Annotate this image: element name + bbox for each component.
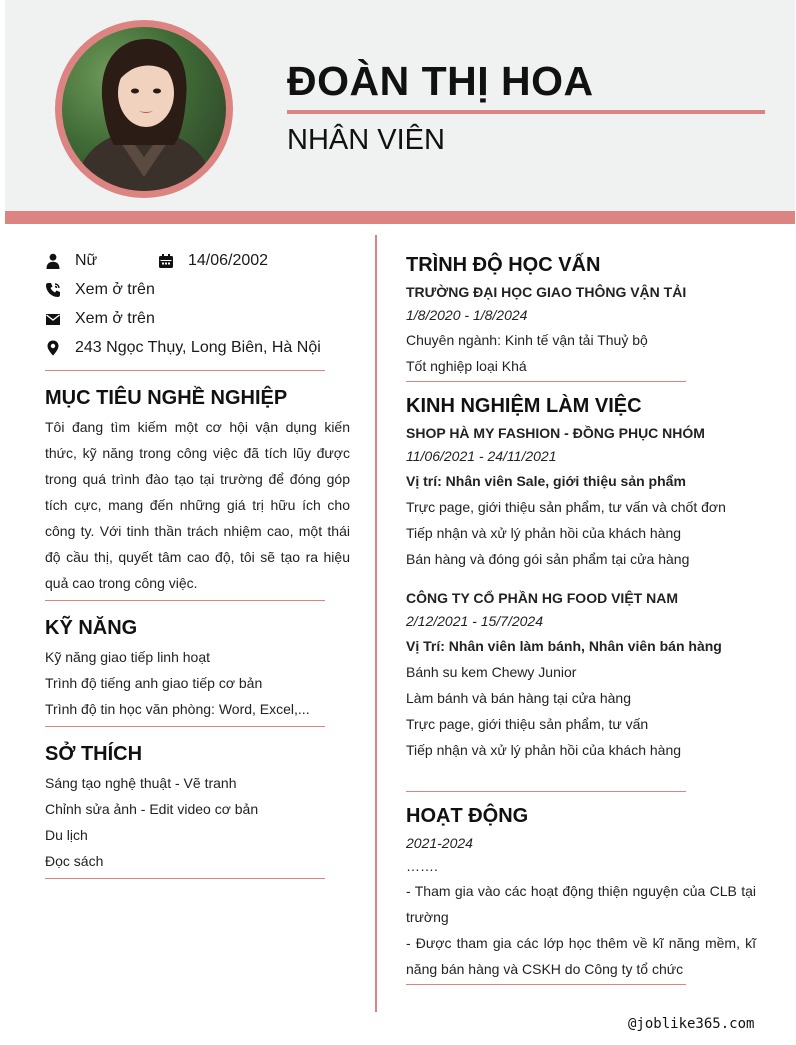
education-heading: TRÌNH ĐỘ HỌC VẤN <box>406 254 601 276</box>
divider <box>45 370 325 371</box>
hobby-item: Sáng tạo nghệ thuật - Vẽ tranh <box>45 775 237 791</box>
location-icon <box>45 340 61 356</box>
job-duty: Trực page, giới thiệu sản phẩm, tư vấn và chốt đơn <box>406 499 726 515</box>
job-title: NHÂN VIÊN <box>287 124 445 156</box>
activities-ellipsis: ……. <box>406 858 438 874</box>
job-period: 2/12/2021 - 15/7/2024 <box>406 613 544 629</box>
objective-text: Tôi đang tìm kiếm một cơ hội vận dụng kiến thức, kỹ năng trong công việc đã tích lũy được trong quá trình đào tạo tại trường để đóng góp tích cực, mang đến những giá trị hữu ích cho công ty. Với tinh thần trách nhiệm cao, một thái độ cầu thị, quyết tâm cao độ, tôi sẽ tạo ra hiệu quả cao trong công việc. <box>45 419 350 591</box>
column-divider <box>375 235 377 1012</box>
skill-item: Trình độ tiếng anh giao tiếp cơ bản <box>45 675 263 691</box>
divider <box>45 878 325 879</box>
job-company: CÔNG TY CỔ PHẦN HG FOOD VIỆT NAM <box>406 590 678 606</box>
activities-period: 2021-2024 <box>406 835 473 851</box>
divider <box>406 984 686 985</box>
gender-row <box>45 250 97 272</box>
phone-value: Xem ở trên <box>75 281 155 298</box>
profile-photo <box>62 27 226 191</box>
job-duty: Làm bánh và bán hàng tại cửa hàng <box>406 690 631 706</box>
education-grade: Tốt nghiệp loại Khá <box>406 358 527 374</box>
activity-item: - Được tham gia các lớp học thêm về kĩ năng mềm, kĩ năng bán hàng và CSKH do Công ty tổ chức <box>406 935 756 977</box>
skill-item: Kỹ năng giao tiếp linh hoạt <box>45 649 211 665</box>
job-duty: Bán hàng và đóng gói sản phẩm tại cửa hàng <box>406 551 690 567</box>
divider <box>45 726 325 727</box>
email-icon <box>45 311 61 327</box>
objective-heading: MỤC TIÊU NGHỀ NGHIỆP <box>45 387 288 409</box>
address-value: 243 Ngọc Thụy, Long Biên, Hà Nội <box>75 339 321 356</box>
avatar <box>55 20 233 198</box>
phone-icon <box>45 282 61 298</box>
skills-heading: KỸ NĂNG <box>45 617 138 639</box>
dob-value: 14/06/2002 <box>188 252 269 269</box>
skill-item: Trình độ tin học văn phòng: Word, Excel,... <box>45 701 310 717</box>
activities-heading: HOẠT ĐỘNG <box>406 805 529 827</box>
email-value: Xem ở trên <box>75 310 155 327</box>
calendar-icon <box>158 253 174 269</box>
dob-row <box>158 250 268 272</box>
job-duty: Tiếp nhận và xử lý phản hồi của khách hàng <box>406 742 682 758</box>
phone-row <box>45 279 155 301</box>
hobby-item: Đọc sách <box>45 853 104 869</box>
profile-photo-illustration <box>62 27 226 191</box>
job-position: Vị trí: Nhân viên Sale, giới thiệu sản phẩm <box>406 473 686 489</box>
hobby-item: Du lịch <box>45 827 88 843</box>
header-accent-bar <box>5 211 795 224</box>
school-name: TRƯỜNG ĐẠI HỌC GIAO THÔNG VẬN TẢI <box>406 284 687 300</box>
divider <box>406 791 686 792</box>
education-period: 1/8/2020 - 1/8/2024 <box>406 307 528 323</box>
hobbies-heading: SỞ THÍCH <box>45 743 143 765</box>
job-position: Vị Trí: Nhân viên làm bánh, Nhân viên bán hàng <box>406 638 722 654</box>
user-icon <box>45 253 61 269</box>
footer-watermark: @joblike365.com <box>628 1016 755 1032</box>
divider <box>45 600 325 601</box>
name-underline <box>287 110 765 114</box>
job-duty: Tiếp nhận và xử lý phản hồi của khách hàng <box>406 525 682 541</box>
hobby-item: Chỉnh sửa ảnh - Edit video cơ bản <box>45 801 259 817</box>
education-major: Chuyên ngành: Kinh tế vận tải Thuỷ bộ <box>406 332 648 348</box>
job-duty: Trực page, giới thiệu sản phẩm, tư vấn <box>406 716 649 732</box>
job-company: SHOP HÀ MY FASHION - ĐỒNG PHỤC NHÓM <box>406 425 705 441</box>
activity-item: - Tham gia vào các hoạt động thiện nguyện của CLB tại trường <box>406 883 756 925</box>
email-row <box>45 308 155 330</box>
job-period: 11/06/2021 - 24/11/2021 <box>406 448 557 464</box>
experience-heading: KINH NGHIỆM LÀM VIỆC <box>406 395 642 417</box>
address-row <box>45 337 321 359</box>
candidate-name: ĐOÀN THỊ HOA <box>287 58 594 104</box>
gender-value: Nữ <box>75 252 98 269</box>
divider <box>406 381 686 382</box>
job-duty: Bánh su kem Chewy Junior <box>406 664 577 680</box>
